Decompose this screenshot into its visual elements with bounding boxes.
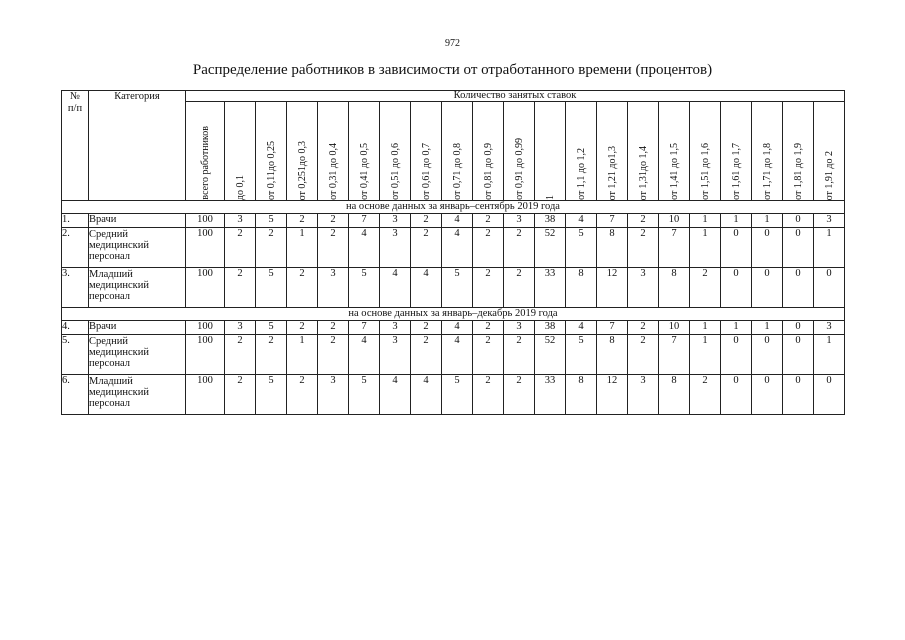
- column-header: [752, 102, 783, 201]
- table-row: [62, 228, 845, 268]
- value-cell: 2: [256, 228, 287, 268]
- value-cell: 2: [318, 321, 349, 335]
- row-number: 3.: [62, 268, 89, 308]
- period-label: на основе данных за январь–сентябрь 2019 года: [62, 201, 845, 214]
- value-cell: 2: [628, 335, 659, 375]
- value-cell: 3: [380, 335, 411, 375]
- value-cell: 1: [287, 335, 318, 375]
- column-header: [535, 102, 566, 201]
- column-header-label: всего работников: [199, 126, 211, 200]
- column-header: [186, 102, 225, 201]
- value-cell: 0: [783, 321, 814, 335]
- table-row: [62, 375, 845, 415]
- column-header: [380, 102, 411, 201]
- table-row: [62, 321, 845, 335]
- value-cell: 2: [473, 228, 504, 268]
- column-header: [690, 102, 721, 201]
- value-cell: 5: [256, 214, 287, 228]
- column-header: [442, 102, 473, 201]
- value-cell: 2: [411, 214, 442, 228]
- value-cell: 8: [659, 375, 690, 415]
- value-cell: 3: [225, 321, 256, 335]
- column-header: [504, 102, 535, 201]
- column-header: [349, 102, 380, 201]
- value-cell: 2: [287, 321, 318, 335]
- row-number: 2.: [62, 228, 89, 268]
- column-header: [814, 102, 845, 201]
- value-cell: 1: [721, 214, 752, 228]
- value-cell: 5: [442, 375, 473, 415]
- column-header: [597, 102, 628, 201]
- column-header-label: от 0,91 до 0,99: [513, 138, 525, 200]
- value-cell: 7: [597, 214, 628, 228]
- value-cell: 1: [721, 321, 752, 335]
- value-cell: 5: [256, 375, 287, 415]
- category-cell: Врачи: [89, 321, 186, 335]
- value-cell: 38: [535, 321, 566, 335]
- row-number: 6.: [62, 375, 89, 415]
- value-cell: 5: [349, 375, 380, 415]
- value-cell: 2: [504, 268, 535, 308]
- value-cell: 100: [186, 321, 225, 335]
- value-cell: 2: [473, 335, 504, 375]
- column-header-label: от 1,21 до1,3: [606, 145, 618, 200]
- category-cell: Средний медицинский персонал: [89, 228, 186, 268]
- value-cell: 2: [287, 375, 318, 415]
- value-cell: 1: [814, 335, 845, 375]
- value-cell: 2: [473, 375, 504, 415]
- value-cell: 0: [721, 375, 752, 415]
- value-cell: 52: [535, 335, 566, 375]
- value-cell: 4: [349, 228, 380, 268]
- value-cell: 2: [690, 268, 721, 308]
- column-header-label: от 1,51 до 1,6: [699, 143, 711, 200]
- value-cell: 1: [690, 335, 721, 375]
- column-header: [256, 102, 287, 201]
- value-cell: 2: [318, 228, 349, 268]
- value-cell: 4: [380, 375, 411, 415]
- row-number-header: № п/п: [62, 91, 89, 201]
- table-row: [62, 335, 845, 375]
- value-cell: 52: [535, 228, 566, 268]
- value-cell: 3: [504, 321, 535, 335]
- value-cell: 4: [380, 268, 411, 308]
- value-cell: 5: [349, 268, 380, 308]
- value-cell: 0: [721, 268, 752, 308]
- value-cell: 2: [225, 375, 256, 415]
- value-cell: 2: [225, 228, 256, 268]
- value-cell: 8: [566, 268, 597, 308]
- value-cell: 2: [318, 214, 349, 228]
- column-header-label: от 1,71 до 1,8: [761, 143, 773, 200]
- value-cell: 2: [690, 375, 721, 415]
- column-header: [411, 102, 442, 201]
- value-cell: 5: [442, 268, 473, 308]
- column-header-label: от 1,81 до 1,9: [792, 143, 804, 200]
- column-header: [721, 102, 752, 201]
- value-cell: 0: [783, 214, 814, 228]
- value-cell: 2: [473, 214, 504, 228]
- column-header-label: до 0,1: [234, 174, 246, 200]
- value-cell: 12: [597, 268, 628, 308]
- category-header: Категория: [89, 91, 186, 201]
- value-cell: 3: [628, 375, 659, 415]
- value-cell: 0: [814, 268, 845, 308]
- column-header: [287, 102, 318, 201]
- value-cell: 5: [256, 268, 287, 308]
- value-cell: 8: [659, 268, 690, 308]
- row-number: 1.: [62, 214, 89, 228]
- value-cell: 3: [318, 375, 349, 415]
- column-header-label: от 1,61 до 1,7: [730, 143, 742, 200]
- row-number: 4.: [62, 321, 89, 335]
- category-cell: Врачи: [89, 214, 186, 228]
- value-cell: 10: [659, 214, 690, 228]
- value-cell: 0: [814, 375, 845, 415]
- value-cell: 33: [535, 268, 566, 308]
- value-cell: 4: [442, 321, 473, 335]
- value-cell: 2: [287, 214, 318, 228]
- value-cell: 7: [659, 228, 690, 268]
- period-row: [62, 308, 845, 321]
- value-cell: 2: [473, 268, 504, 308]
- value-cell: 2: [504, 228, 535, 268]
- value-cell: 2: [628, 228, 659, 268]
- value-cell: 2: [287, 268, 318, 308]
- column-header: [318, 102, 349, 201]
- value-cell: 0: [721, 228, 752, 268]
- value-cell: 0: [752, 228, 783, 268]
- column-header-label: от 0,251до 0,3: [296, 140, 308, 200]
- column-header: [225, 102, 256, 201]
- value-cell: 7: [349, 214, 380, 228]
- value-cell: 4: [566, 214, 597, 228]
- value-cell: 12: [597, 375, 628, 415]
- column-header-label: от 0,81 до 0,9: [482, 143, 494, 200]
- value-cell: 2: [628, 321, 659, 335]
- value-cell: 3: [380, 321, 411, 335]
- column-header-label: от 1,31до 1,4: [637, 145, 649, 200]
- distribution-table: [61, 90, 845, 415]
- rate-count-group-header: Количество занятых ставок: [186, 91, 845, 102]
- value-cell: 33: [535, 375, 566, 415]
- category-cell: Средний медицинский персонал: [89, 335, 186, 375]
- value-cell: 1: [752, 214, 783, 228]
- value-cell: 3: [814, 321, 845, 335]
- table-row: [62, 268, 845, 308]
- value-cell: 0: [783, 335, 814, 375]
- column-header-label: 1: [544, 195, 556, 200]
- value-cell: 2: [628, 214, 659, 228]
- value-cell: 100: [186, 268, 225, 308]
- value-cell: 1: [690, 321, 721, 335]
- page-number: 972: [445, 38, 460, 49]
- value-cell: 1: [287, 228, 318, 268]
- value-cell: 0: [752, 375, 783, 415]
- value-cell: 1: [752, 321, 783, 335]
- value-cell: 2: [256, 335, 287, 375]
- value-cell: 0: [752, 268, 783, 308]
- value-cell: 100: [186, 375, 225, 415]
- value-cell: 0: [783, 268, 814, 308]
- value-cell: 3: [380, 228, 411, 268]
- column-header-label: от 0,31 до 0,4: [327, 143, 339, 200]
- value-cell: 0: [721, 335, 752, 375]
- value-cell: 5: [566, 228, 597, 268]
- column-header: [659, 102, 690, 201]
- column-header: [783, 102, 814, 201]
- period-label: на основе данных за январь–декабрь 2019 года: [62, 308, 845, 321]
- value-cell: 3: [225, 214, 256, 228]
- value-cell: 100: [186, 335, 225, 375]
- value-cell: 1: [690, 214, 721, 228]
- column-header: [566, 102, 597, 201]
- value-cell: 7: [349, 321, 380, 335]
- value-cell: 8: [597, 228, 628, 268]
- value-cell: 5: [256, 321, 287, 335]
- value-cell: 0: [783, 228, 814, 268]
- category-cell: Младший медицинский персонал: [89, 268, 186, 308]
- column-header-label: от 1,1 до 1,2: [575, 148, 587, 200]
- value-cell: 2: [225, 268, 256, 308]
- value-cell: 4: [411, 268, 442, 308]
- column-header-label: от 0,41 до 0,5: [358, 143, 370, 200]
- value-cell: 100: [186, 228, 225, 268]
- value-cell: 4: [442, 228, 473, 268]
- value-cell: 4: [349, 335, 380, 375]
- column-header: [628, 102, 659, 201]
- value-cell: 7: [659, 335, 690, 375]
- value-cell: 8: [597, 335, 628, 375]
- value-cell: 2: [473, 321, 504, 335]
- category-cell: Младший медицинский персонал: [89, 375, 186, 415]
- value-cell: 3: [628, 268, 659, 308]
- value-cell: 3: [318, 268, 349, 308]
- value-cell: 2: [504, 375, 535, 415]
- value-cell: 1: [690, 228, 721, 268]
- value-cell: 4: [442, 335, 473, 375]
- value-cell: 1: [814, 228, 845, 268]
- column-header-label: от 0,71 до 0,8: [451, 143, 463, 200]
- value-cell: 4: [442, 214, 473, 228]
- value-cell: 3: [380, 214, 411, 228]
- column-header-label: от 0,11до 0,25: [265, 141, 277, 200]
- value-cell: 5: [566, 335, 597, 375]
- column-header-label: от 1,91 до 2: [823, 150, 835, 200]
- document-title: Распределение работников в зависимости от отработанного времени (процентов): [192, 62, 713, 78]
- value-cell: 2: [411, 335, 442, 375]
- value-cell: 2: [411, 321, 442, 335]
- value-cell: 2: [225, 335, 256, 375]
- value-cell: 2: [411, 228, 442, 268]
- table-row: [62, 214, 845, 228]
- value-cell: 2: [504, 335, 535, 375]
- value-cell: 0: [783, 375, 814, 415]
- value-cell: 4: [566, 321, 597, 335]
- value-cell: 3: [814, 214, 845, 228]
- column-header-label: от 0,51 до 0,6: [389, 143, 401, 200]
- period-row: [62, 201, 845, 214]
- value-cell: 8: [566, 375, 597, 415]
- table-body: [62, 201, 845, 415]
- column-header: [473, 102, 504, 201]
- column-header-label: от 1,41 до 1,5: [668, 143, 680, 200]
- value-cell: 2: [318, 335, 349, 375]
- column-header-label: от 0,61 до 0,7: [420, 143, 432, 200]
- value-cell: 7: [597, 321, 628, 335]
- value-cell: 3: [504, 214, 535, 228]
- row-number: 5.: [62, 335, 89, 375]
- value-cell: 4: [411, 375, 442, 415]
- value-cell: 38: [535, 214, 566, 228]
- value-cell: 0: [752, 335, 783, 375]
- value-cell: 10: [659, 321, 690, 335]
- value-cell: 100: [186, 214, 225, 228]
